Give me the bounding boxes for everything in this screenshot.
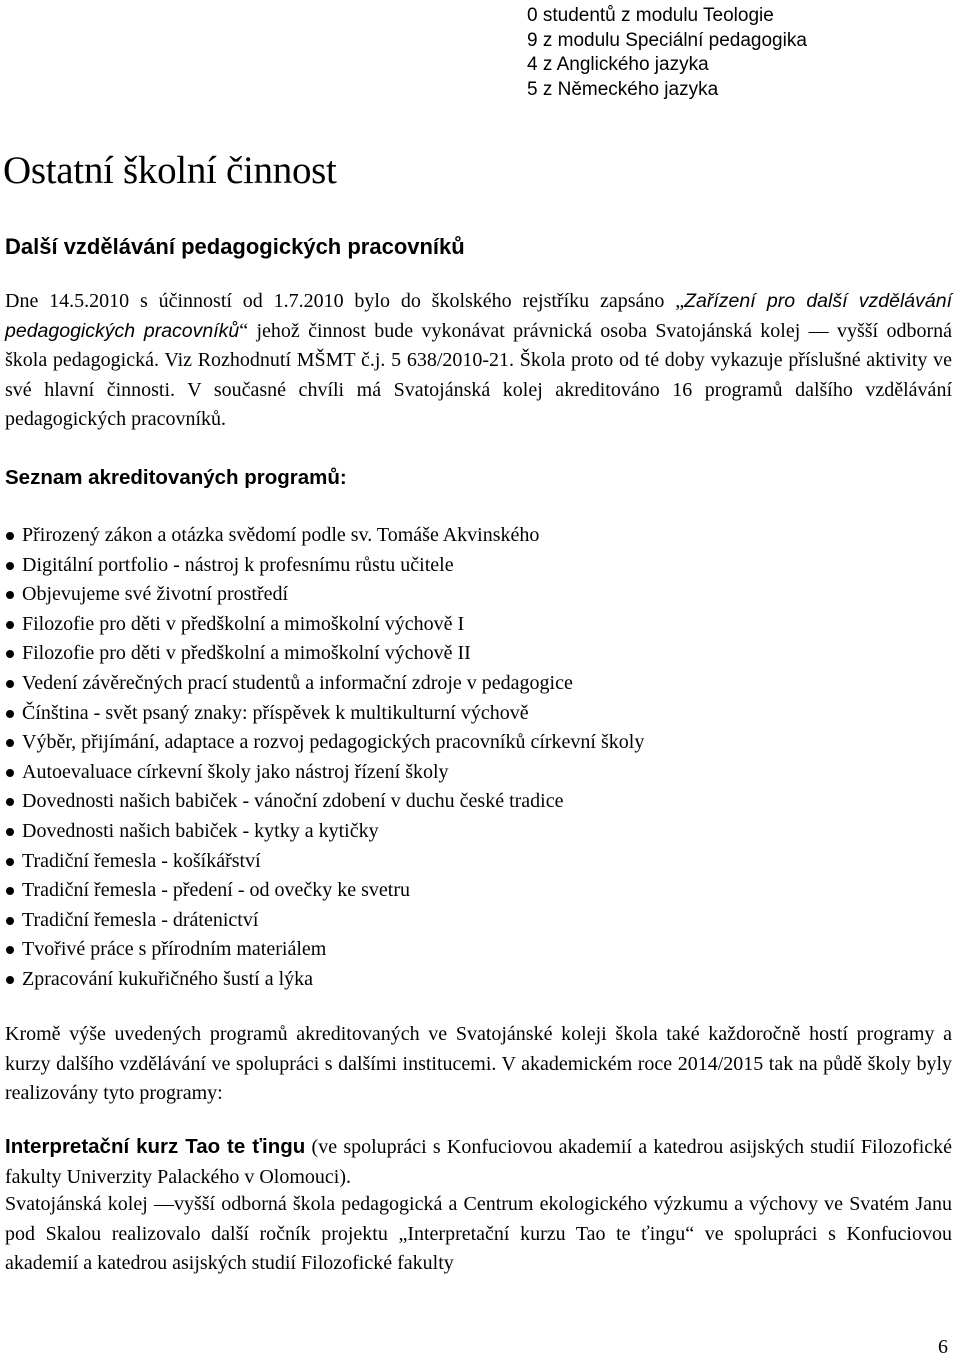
student-count-line: 4 z Anglického jazyka	[527, 54, 709, 75]
list-item	[0, 551, 644, 581]
bullet-icon	[6, 562, 14, 570]
bullet-icon	[6, 739, 14, 747]
program-name: Objevujeme své životní prostředí	[22, 583, 289, 606]
student-count-line: 9 z modulu Speciální pedagogika	[527, 29, 807, 51]
program-name: Vedení závěrečných prací studentů a informační zdroje v pedagogice	[22, 671, 573, 694]
program-name: Zpracování kukuřičného šustí a lýka	[22, 967, 314, 990]
course-paragraph	[5, 1132, 952, 1192]
subsection-title: Další vzdělávání pedagogických pracovníků	[5, 234, 465, 259]
page-number: 6	[938, 1336, 948, 1358]
intro-paragraph	[5, 287, 952, 435]
program-list-heading: Seznam akreditovaných programů:	[5, 466, 347, 489]
list-item	[0, 521, 644, 551]
program-name: Výběr, přijímání, adaptace a rozvoj pedagogických pracovníků církevní školy	[22, 731, 645, 754]
institution-name: Zařízení pro další vzdělávání pedagogických pracovníků	[5, 290, 952, 342]
hosted-programs-paragraph: Kromě výše uvedených programů akreditovaných ve Svatojánské koleji škola také každoročně hostí programy a kurzy dalšího vzdělávání ve spolupráci s dalšími institucemi. V akademickém roce 2014/2015 tak na půdě školy byly realizovány tyto programy:	[5, 1023, 952, 1104]
program-name: Tvořivé práce s přírodním materiálem	[22, 938, 327, 961]
student-count-line: 5 z Německého jazyka	[527, 78, 719, 100]
bullet-icon	[6, 532, 14, 540]
program-name: Čínština - svět psaný znaky: příspěvek k multikulturní výchově	[22, 701, 529, 724]
intro-text-start: Dne 14.5.2010 s účinností od 1.7.2010 bylo do školského rejstříku zapsáno „	[5, 290, 685, 312]
list-item	[0, 639, 644, 669]
bullet-icon	[6, 887, 14, 895]
program-name: Tradiční řemesla - předení - od ovečky ke svetru	[22, 879, 411, 902]
course-partner-text: (ve spolupráci s Konfuciovou akademií a katedrou asijských studií Filozofické fakulty Univerzity Palackého v Olomouci).	[5, 1136, 952, 1188]
bullet-icon	[6, 591, 14, 599]
section-title: Ostatní školní činnost	[3, 149, 337, 192]
project-paragraph: Svatojánská kolej —vyšší odborná škola pedagogická a Centrum ekologického výzkumu a výchovy ve Svatém Janu pod Skalou realizovalo další ročník projektu „Interpretační kurzu Tao te ťingu“ ve spolupráci s Konfuciovou akademií a katedrou asijských studií Filozofické fakulty	[5, 1193, 952, 1274]
program-name: Filozofie pro děti v předškolní a mimoškolní výchově I	[22, 612, 465, 635]
list-item	[0, 965, 644, 995]
intro-text-end: “ jehož činnost bude vykonávat právnická osoba Svatojánská kolej — vyšší odborná škola pedagogická. Viz Rozhodnutí MŠMT č.j. 5 638/2010-21. Škola proto od té doby vykazuje příslušné aktivity ve své hlavní činnosti. V současné chvíli má Svatojánská kolej akreditováno 16 programů dalšího vzdělávání pedagogických pracovníků.	[5, 319, 952, 430]
bullet-icon	[6, 710, 14, 718]
bullet-icon	[6, 858, 14, 866]
list-item	[0, 699, 644, 729]
program-name: Dovednosti našich babiček - kytky a kytičky	[22, 819, 379, 842]
list-item	[0, 758, 644, 788]
program-name: Autoevaluace církevní školy jako nástroj řízení školy	[22, 760, 449, 783]
program-name: Dovednosti našich babiček - vánoční zdobení v duchu české tradice	[22, 790, 564, 813]
bullet-icon	[6, 769, 14, 777]
list-item	[0, 847, 644, 877]
accredited-program-list	[0, 521, 644, 995]
program-name: Přirozený zákon a otázka svědomí podle sv. Tomáše Akvinského	[22, 524, 540, 546]
bullet-icon	[6, 650, 14, 658]
bullet-icon	[6, 976, 14, 984]
list-item	[0, 935, 644, 965]
bullet-icon	[6, 798, 14, 806]
bullet-icon	[6, 828, 14, 836]
list-item	[0, 817, 644, 847]
list-item	[0, 728, 644, 758]
list-item	[0, 876, 644, 906]
bullet-icon	[6, 917, 14, 925]
course-title: Interpretační kurz Tao te ťingu	[5, 1135, 306, 1158]
bullet-icon	[6, 946, 14, 954]
student-count-line: 0 studentů z modulu Teologie	[527, 5, 774, 26]
bullet-icon	[6, 680, 14, 688]
list-item	[0, 906, 644, 936]
program-name: Tradiční řemesla - drátenictví	[22, 908, 259, 931]
list-item	[0, 787, 644, 817]
list-item	[0, 669, 644, 699]
bullet-icon	[6, 621, 14, 629]
program-name: Filozofie pro děti v předškolní a mimoškolní výchově II	[22, 642, 471, 665]
program-name: Digitální portfolio - nástroj k profesnímu růstu učitele	[22, 553, 454, 576]
student-count-list	[527, 4, 807, 102]
program-name: Tradiční řemesla - košíkářství	[22, 849, 261, 872]
list-item	[0, 580, 644, 610]
list-item	[0, 610, 644, 640]
